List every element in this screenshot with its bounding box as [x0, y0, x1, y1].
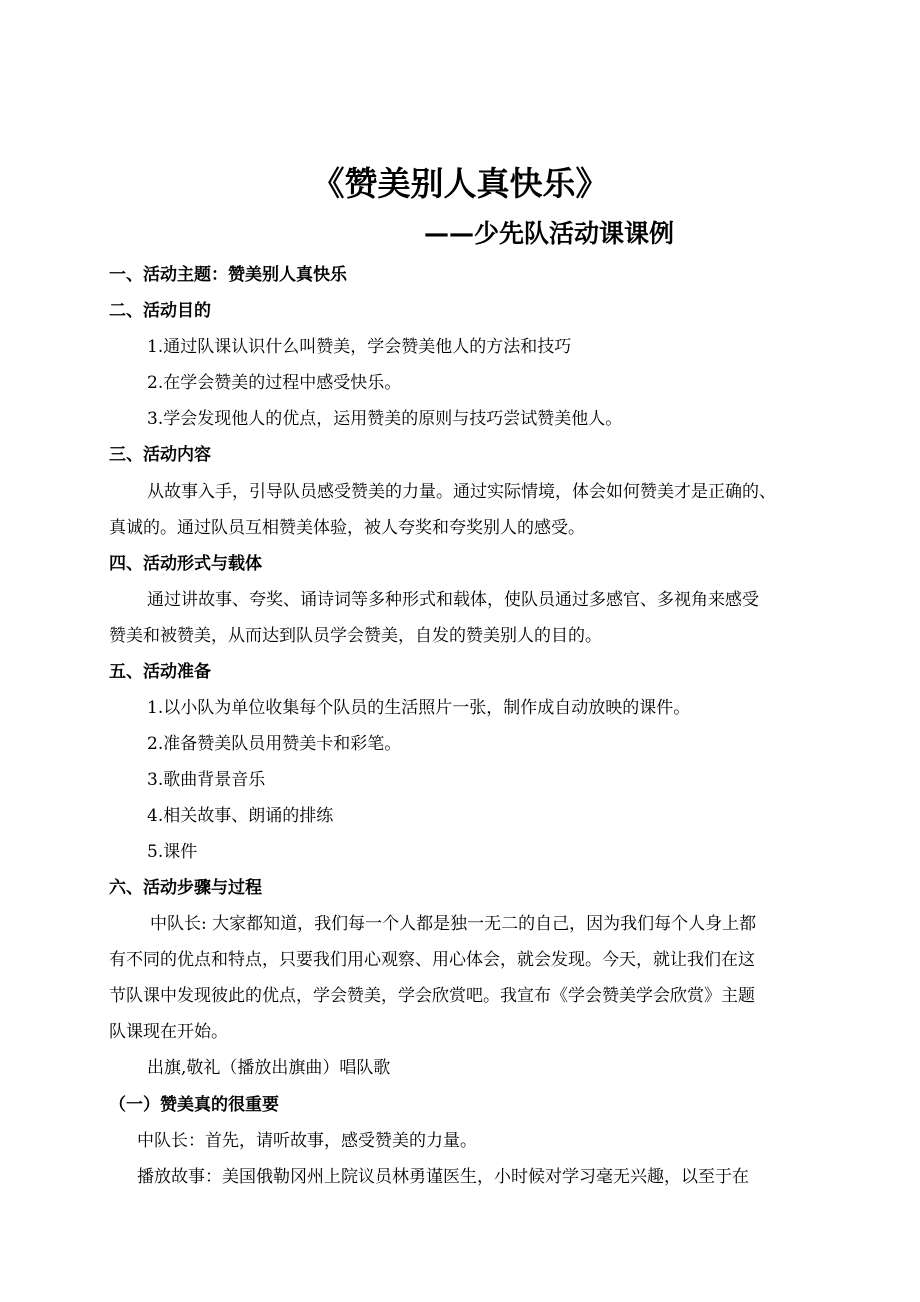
section-heading-process: 六、活动步骤与过程: [109, 878, 262, 898]
subsection-heading: （一）赞美真的很重要: [109, 1095, 279, 1115]
process-paragraph-line: 节队课中发现彼此的优点，学会赞美，学会欣赏吧。我宣布《学会赞美学会欣赏》主题: [109, 986, 755, 1006]
preparation-item: 1.以小队为单位收集每个队员的生活照片一张，制作成自动放映的课件。: [147, 698, 691, 718]
content-paragraph-line: 从故事入手，引导队员感受赞美的力量。通过实际情境，体会如何赞美才是正确的、: [147, 482, 776, 502]
section-heading-content: 三、活动内容: [109, 445, 211, 465]
preparation-item: 4.相关故事、朗诵的排练: [147, 806, 334, 826]
format-paragraph-line: 通过讲故事、夸奖、诵诗词等多种形式和载体，使队员通过多感官、多视角来感受: [147, 590, 759, 610]
preparation-item: 2.准备赞美队员用赞美卡和彩笔。: [147, 734, 402, 754]
document-title: 《赞美别人真快乐》: [311, 164, 609, 203]
preparation-item: 5.课件: [147, 842, 198, 862]
format-paragraph-line: 赞美和被赞美，从而达到队员学会赞美，自发的赞美别人的目的。: [109, 626, 602, 646]
preparation-item: 3.歌曲背景音乐: [147, 770, 266, 790]
section-heading-purpose: 二、活动目的: [109, 301, 211, 321]
section-heading-preparation: 五、活动准备: [109, 662, 211, 682]
purpose-item: 2.在学会赞美的过程中感受快乐。: [147, 373, 402, 393]
purpose-item: 3.学会发现他人的优点，运用赞美的原则与技巧尝试赞美他人。: [147, 409, 623, 429]
subsection-paragraph-line: 播放故事：美国俄勒冈州上院议员林勇谨医生，小时候对学习毫无兴趣，以至于在: [137, 1167, 749, 1187]
section-heading-format: 四、活动形式与载体: [109, 554, 262, 574]
process-paragraph-line: 有不同的优点和特点，只要我们用心观察、用心体会，就会发现。今天，就让我们在这: [109, 950, 755, 970]
purpose-item: 1.通过队课认识什么叫赞美，学会赞美他人的方法和技巧: [147, 337, 572, 357]
document-subtitle: ——少先队活动课课例: [424, 219, 675, 248]
section-heading-theme: 一、活动主题：赞美别人真快乐: [109, 265, 347, 285]
flag-ceremony-line: 出旗,敬礼（播放出旗曲）唱队歌: [147, 1058, 391, 1078]
process-paragraph-line: 中队长: 大家都知道，我们每一个人都是独一无二的自己，因为我们每个人身上都: [150, 914, 757, 934]
process-paragraph-line: 队课现在开始。: [109, 1022, 228, 1042]
subsection-paragraph-line: 中队长：首先，请听故事，感受赞美的力量。: [137, 1131, 477, 1151]
content-paragraph-line: 真诚的。通过队员互相赞美体验，被人夸奖和夸奖别人的感受。: [109, 518, 585, 538]
